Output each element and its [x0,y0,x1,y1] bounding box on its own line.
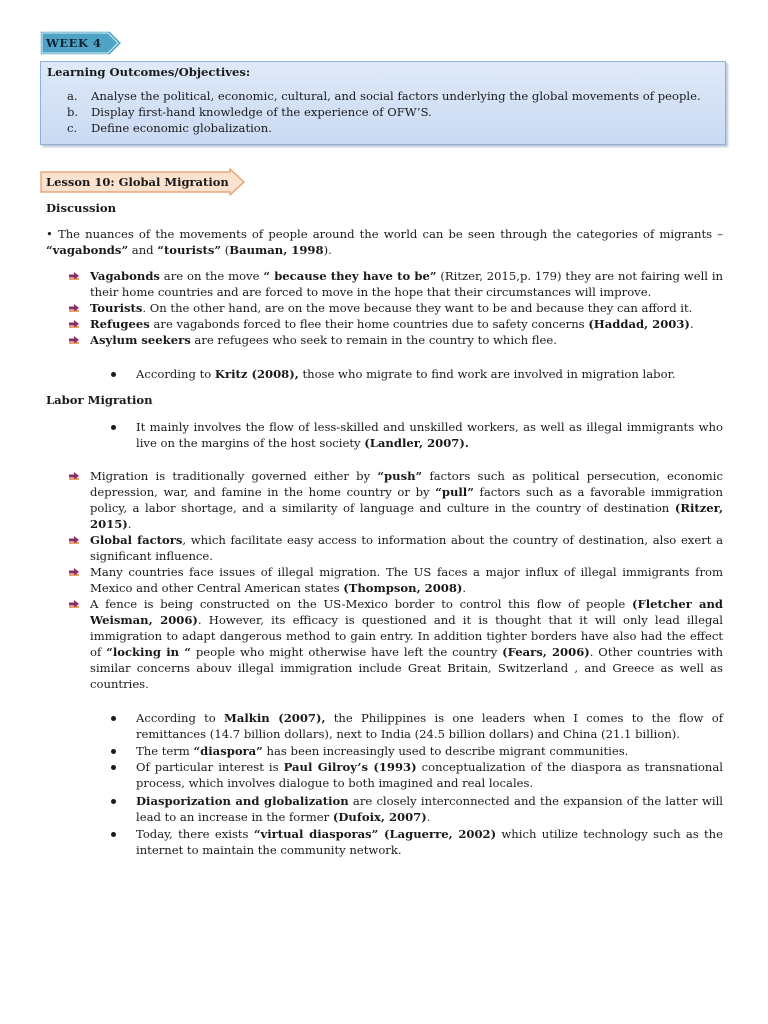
lesson-title: Lesson 10: Global Migration [46,175,229,189]
list-item: Global factors, which facilitate easy access to information about the country of destination, also exert a significant influence. [90,532,723,564]
list-item: The term “diaspora” has been increasingly used to describe migrant communities. [136,743,723,759]
list-item: According to Kritz (2008), those who migrate to find work are involved in migration labor. [136,366,723,382]
list-item: Refugees are vagabonds forced to flee their home countries due to safety concerns (Haddad, 2003). [90,316,723,332]
lesson-tag [40,168,246,196]
arrow-bullet-icon [68,270,80,282]
list-item: Asylum seekers are refugees who seek to remain in the country to which flee. [90,332,723,348]
arrow-bullet-icon [68,534,80,546]
list-item: A fence is being constructed on the US-Mexico border to control this flow of people (Fletcher and Weisman, 2006). However, its efficacy is questioned and it is thought that it will only lead illegal immigration to adapt dangerous method to gain entry. In addition tighter borders have also had the effect of “locking in “ people who might otherwise have left the country (Fears, 2006). Other countries with similar concerns abouv illegal immigration include Great Britain, Switzerland , and Greece as well as countries. [90,596,723,692]
objectives-heading: Learning Outcomes/Objectives: [47,65,251,79]
objective-item: a. Analyse the political, economic, cultural, and social factors underlying the global movements of people. [67,89,701,103]
arrow-bullet-icon [68,598,80,610]
week-label: WEEK 4 [46,36,102,50]
arrow-bullet-icon [68,334,80,346]
arrow-bullet-icon [68,318,80,330]
list-item: It mainly involves the flow of less-skilled and unskilled workers, as well as illegal immigrants who live on the margins of the host society (Landler, 2007). [136,420,723,450]
discussion-heading: Discussion [46,201,117,215]
objective-item: c. Define economic globalization. [67,121,272,135]
list-item: Of particular interest is Paul Gilroy’s (1993) conceptualization of the diaspora as transnational process, which involves dialogue to both imagined and real locales. [136,760,723,790]
list-item: Vagabonds are on the move “ because they have to be” (Ritzer, 2015,p. 179) they are not fairing well in their home countries and are forced to move in the hope that their circumstances will improve. [90,268,723,300]
arrow-bullet-icon [68,470,80,482]
week-tag [38,29,124,57]
list-item: Tourists. On the other hand, are on the move because they want to be and because they can afford it. [90,300,723,316]
discussion-intro: • The nuances of the movements of people around the world can be seen through the categories of migrants – “vagabonds” and “tourists” (Bauman, 1998). [46,227,723,257]
list-item: Migration is traditionally governed either by “push” factors such as political persecution, economic depression, war, and famine in the home country or by “pull” factors such as a favorable immigration policy, a labor shortage, and a similarity of language and culture in the country of destination (Ritzer, 2015). [90,468,723,532]
objectives-box [40,61,726,145]
list-item: Diasporization and globalization are closely interconnected and the expansion of the latter will lead to an increase in the former (Dufoix, 2007). [136,794,723,824]
list-item: Today, there exists “virtual diasporas” (Laguerre, 2002) which utilize technology such as the internet to maintain the community network. [136,827,724,857]
objective-item: b. Display first-hand knowledge of the experience of OFW’S. [67,105,432,119]
arrow-bullet-icon [68,302,80,314]
list-item: According to Malkin (2007), the Philippines is one leaders when I comes to the flow of remittances (14.7 billion dollars), next to India (24.5 billion dollars) and China (21.1 billion). [136,711,723,741]
labor-heading: Labor Migration [46,393,153,407]
list-item: Many countries face issues of illegal migration. The US faces a major influx of illegal immigrants from Mexico and other Central American states (Thompson, 2008). [90,564,723,596]
arrow-bullet-icon [68,566,80,578]
